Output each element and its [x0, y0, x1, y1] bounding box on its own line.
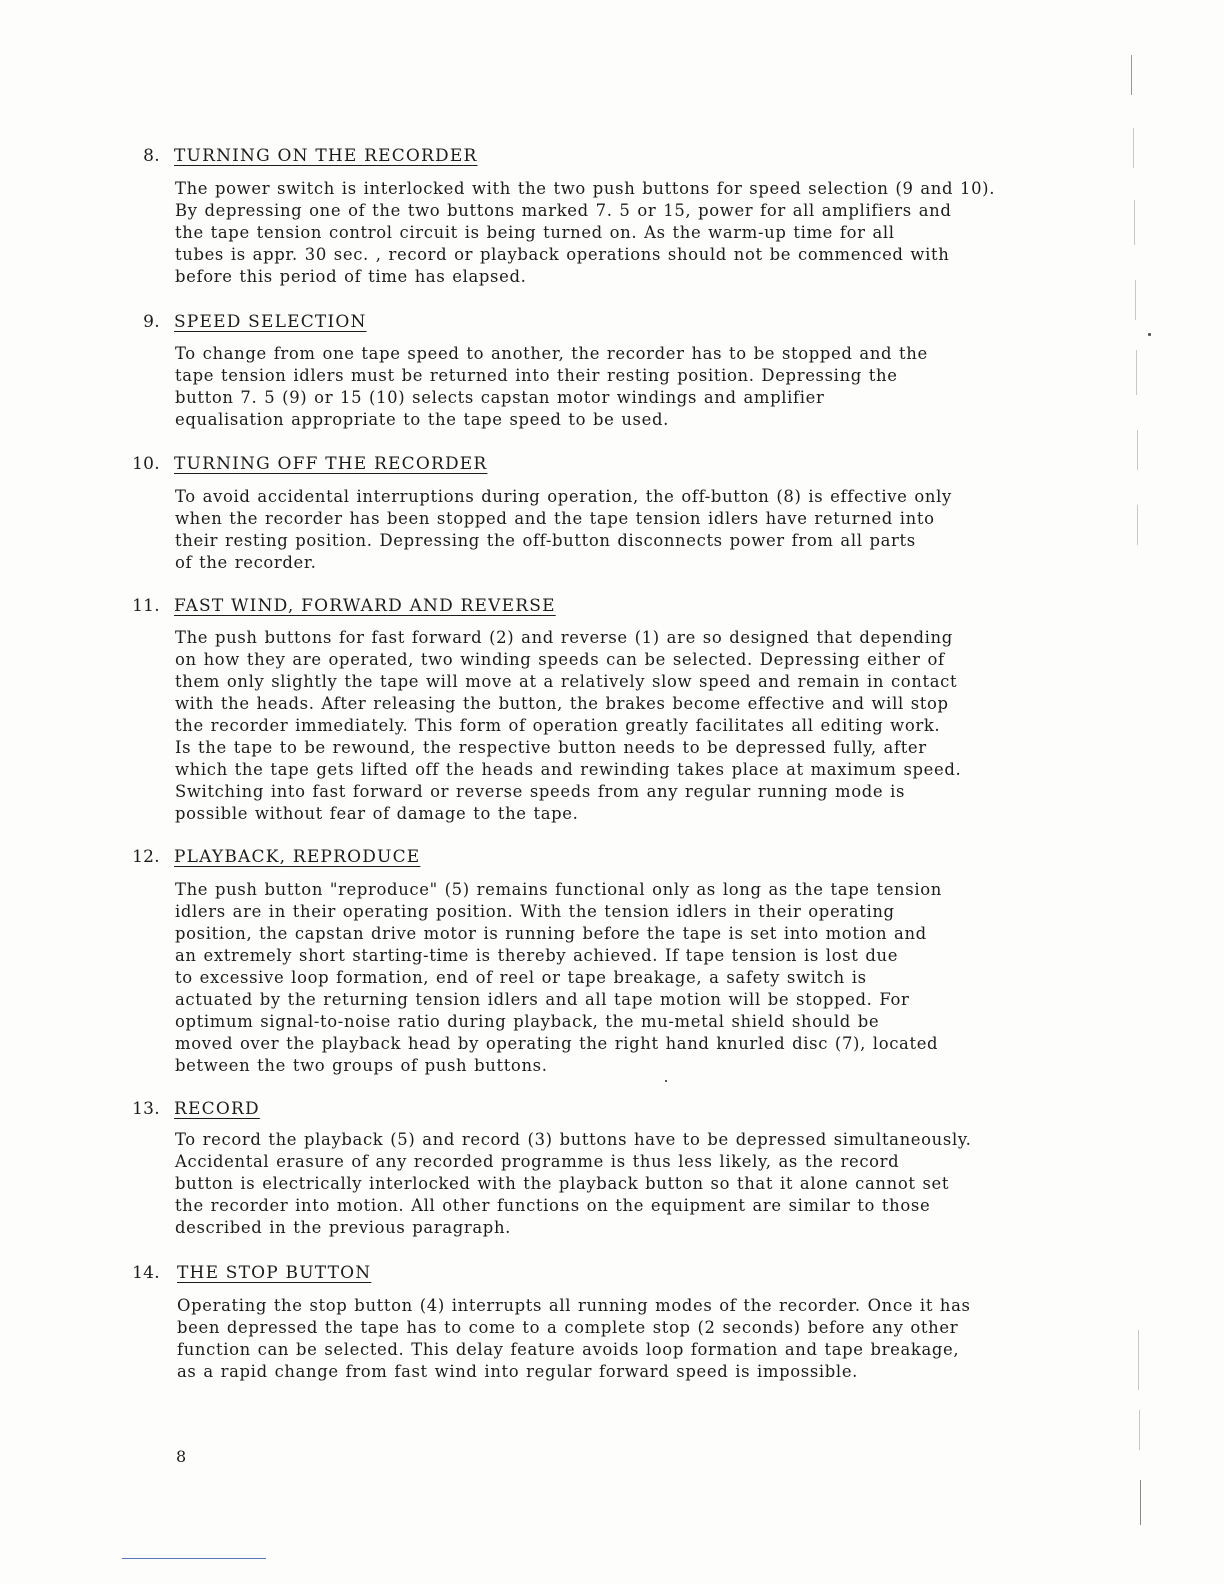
scan-edge-mark	[1137, 505, 1138, 545]
section-heading: PLAYBACK, REPRODUCE	[174, 847, 421, 867]
section-body: The push buttons for fast forward (2) and reverse (1) are so designed that depending on how they are operated, two winding speeds can be selected. Depressing either of them only slightly the tape will move at a relatively slow speed and remain in contact with the heads. After releasing the button, the brakes become effective and will stop the recorder immediately. This form of operation greatly facilitates all editing work. Is the tape to be rewound, the respective button needs to be depressed fully, after which the tape gets lifted off the heads and rewinding takes place at maximum speed. Switching into fast forward or reverse speeds from any regular running mode is possible without fear of damage to the tape.	[175, 628, 962, 823]
section-body: To change from one tape speed to another, the recorder has to be stopped and the tape tension idlers must be returned into their resting position. Depressing the button 7. 5 (9) or 15 (10) selects capstan motor windings and amplifier equalisation appropriate to the tape speed to be used.	[175, 344, 928, 429]
section-heading: TURNING OFF THE RECORDER	[174, 454, 488, 474]
section-heading: THE STOP BUTTON	[177, 1263, 372, 1283]
scan-edge-mark	[1137, 430, 1138, 470]
scan-speck	[1148, 333, 1151, 336]
page-number: 8	[176, 1447, 187, 1466]
section-number: 8.	[143, 146, 160, 166]
scan-speck	[665, 1080, 667, 1082]
scan-edge-mark	[1139, 1410, 1140, 1450]
section-number: 11.	[132, 596, 160, 616]
section-heading: RECORD	[174, 1099, 260, 1119]
section-number: 12.	[132, 847, 160, 867]
section-number: 14.	[132, 1263, 160, 1283]
section-body: Operating the stop button (4) interrupts all running modes of the recorder. Once it has been depressed the tape has to come to a complete stop (2 seconds) before any other function can be selected. This delay feature avoids loop formation and tape breakage, as a rapid change from fast wind into regular forward speed is impossible.	[177, 1296, 971, 1381]
section-body: To avoid accidental interruptions during operation, the off-button (8) is effective only when the recorder has been stopped and the tape tension idlers have returned into their resting position. Depressing the off-button disconnects power from all parts of the recorder.	[175, 487, 952, 572]
section-number: 9.	[143, 312, 160, 332]
section-number: 10.	[132, 454, 160, 474]
section-number: 13.	[132, 1099, 160, 1119]
footer-rule	[122, 1558, 266, 1559]
scan-edge-mark	[1136, 350, 1137, 395]
scan-edge-mark	[1135, 280, 1136, 320]
section-body: To record the playback (5) and record (3) buttons have to be depressed simultaneously. Accidental erasure of any recorded programme is thus less likely, as the record button is electrically interlocked with the playback button so that it alone cannot set the recorder into motion. All other functions on the equipment are similar to those described in the previous paragraph.	[175, 1130, 972, 1237]
section-body: The push button "reproduce" (5) remains functional only as long as the tape tension idlers are in their operating position. With the tension idlers in their operating position, the capstan drive motor is running before the tape is set into motion and an extremely short starting-time is thereby achieved. If tape tension is lost due to excessive loop formation, end of reel or tape breakage, a safety switch is actuated by the returning tension idlers and all tape motion will be stopped. For optimum signal-to-noise ratio during playback, the mu-metal shield should be moved over the playback head by operating the right hand knurled disc (7), located between the two groups of push buttons.	[175, 880, 942, 1075]
section-heading: SPEED SELECTION	[174, 312, 367, 332]
scan-edge-mark	[1134, 200, 1135, 245]
section-heading: FAST WIND, FORWARD AND REVERSE	[174, 596, 556, 616]
scan-edge-mark	[1131, 55, 1132, 95]
scan-edge-mark	[1140, 1480, 1141, 1525]
section-body: The power switch is interlocked with the two push buttons for speed selection (9 and 10). By depressing one of the two buttons marked 7. 5 or 15, power for all amplifiers and the tape tension control circuit is being turned on. As the warm-up time for all tubes is appr. 30 sec. , record or playback operations should not be commenced with before this period of time has elapsed.	[175, 179, 996, 286]
scan-edge-mark	[1133, 128, 1134, 168]
section-heading: TURNING ON THE RECORDER	[174, 146, 478, 166]
scan-edge-mark	[1138, 1330, 1139, 1390]
